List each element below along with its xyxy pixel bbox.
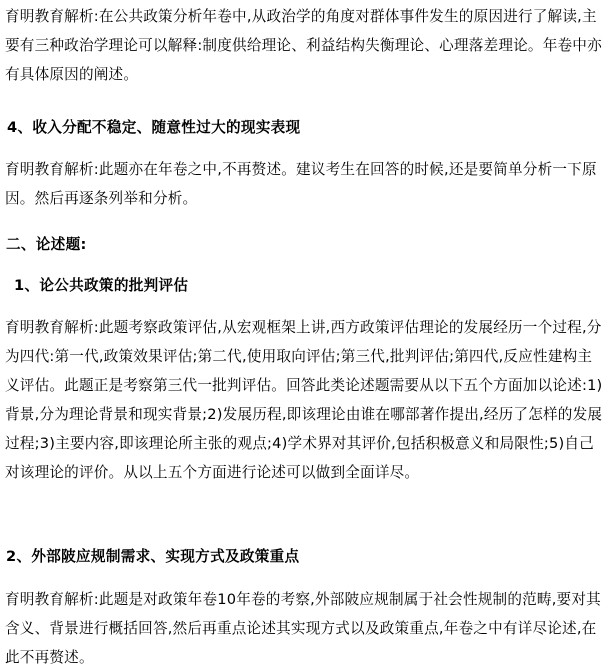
heading-essay-questions: 二、论述题: xyxy=(6,236,87,253)
paragraph-income-distribution-answer: 育明教育解析:此题亦在年卷之中,不再赘述。建议考生在回答的时候,还是要简单分析一下原因。然后再逐条列举和分析。 xyxy=(5,161,597,207)
paragraph-externality-regulation-answer: 育明教育解析:此题是对政策年卷10年卷的考察,外部陂应规制属于社会性规制的范畴,要对其含义、背景进行概括回答,然后再重点论述其实现方式以及政策重点,年卷之中有详尽论述,在此不再赘述。 xyxy=(5,591,601,666)
heading-critical-evaluation: 1、论公共政策的批判评估 xyxy=(14,277,189,294)
paragraph-critical-evaluation-answer: 育明教育解析:此题考察政策评估,从宏观框架上讲,西方政策评估理论的发展经历一个过程,分为四代:第一代,政策效果评估;第二代,使用取向评估;第三代,批判评估;第四代,反应性建构主义评估。此题正是考察第三代一批判评估。回答此类论述题需要从以下五个方面加以论述:1)背景,分为理论背景和现实背景;2)发展历程,即该理论由谁在哪部著作提出,经历了怎样的发展过程;3)主要内容,即该理论所主张的观点;4)学术界对其评价,包括积极意义和局限性;5)自己对该理论的评价。从以上五个方面进行论述可以做到全面详尽。 xyxy=(5,319,603,481)
paragraph-causes-analysis: 育明教育解析:在公共政策分析年卷中,从政治学的角度对群体事件发生的原因进行了解读,主要有三种政治学理论可以解释:制度供给理论、利益结构失衡理论、心理落差理论。年卷中亦有具体原因的阐述。 xyxy=(5,8,602,83)
heading-income-distribution: 4、收入分配不稳定、随意性过大的现实表现 xyxy=(7,119,301,136)
heading-externality-regulation: 2、外部陂应规制需求、实现方式及政策重点 xyxy=(6,548,300,565)
